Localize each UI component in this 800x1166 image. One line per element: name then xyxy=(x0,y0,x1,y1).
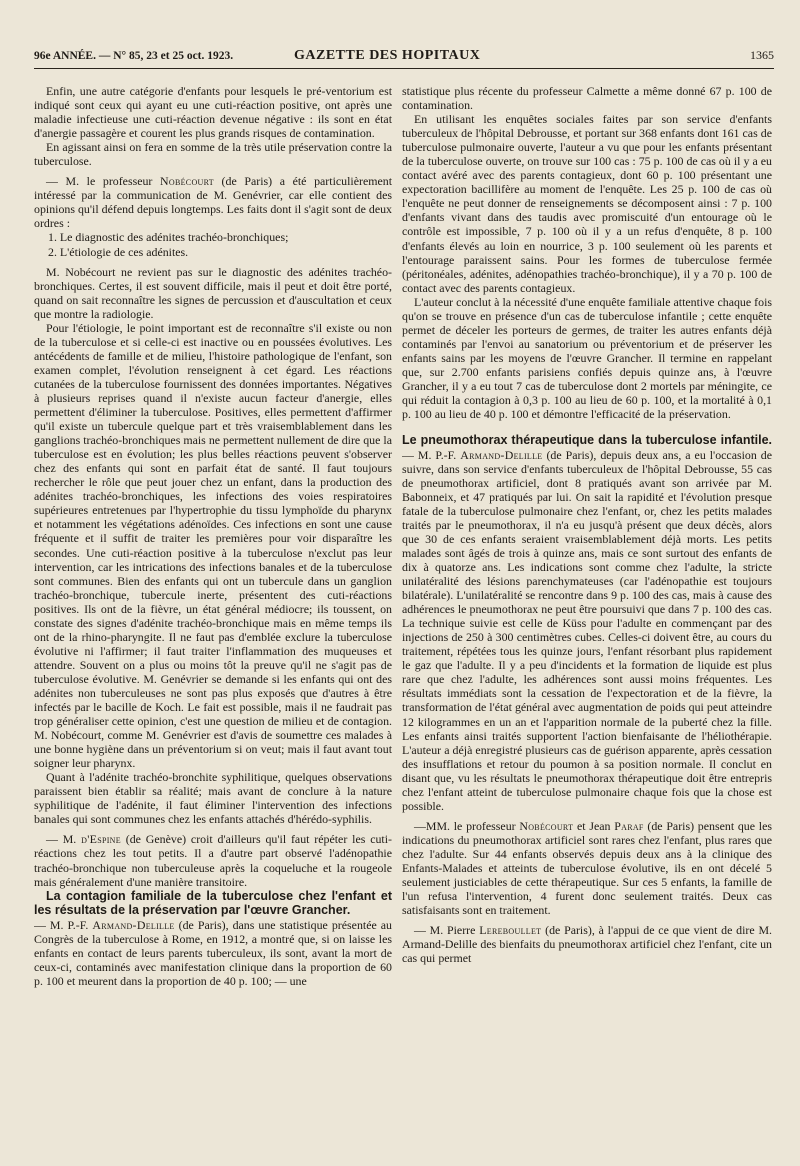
paragraph: M. Nobécourt ne revient pas sur le diagnostic des adénites trachéo-bronchiques. Certes, il est souvent difficile, mais il peut et doit être porté, quand on sait reconnaître les signes de percussion et d'auscultation et ceux que montre la radiologie. xyxy=(34,264,392,321)
paragraph: — M. le professeur Nobécourt (de Paris) a été particulièrement intéressé par la communication de M. Genévrier, car elle contient des opinions qu'il défend depuis longtemps. Les faits dont il s'agit sont de deux ordres : xyxy=(34,174,392,231)
paragraph: L'auteur conclut à la nécessité d'une enquête familiale attentive chaque fois qu'on se trouve en présence d'un cas de tuberculose infantile ; cette enquête permet de déceler les porteurs de germes, de traiter les autres enfants déjà contaminés par l'envoi au sanatorium ou préventorium et de préserver les enfants sains par les moyens de l'œuvre Grancher. Il termine en rappelant que, sur 2.700 enfants parisiens confiés depuis quinze ans, à l'œuvre Grancher, il y a eu tout 7 cas de tuberculose dont 2 mortels par méningite, ce qui réduit la contagion à 0,3 p. 100 au lieu de 60 p. 100, et la mortalité à 0,1 p. 100 au lieu de 40 p. 100 et démontre l'efficacité de la préservation. xyxy=(402,294,772,422)
paragraph: — M. P.-F. Armand-Delille (de Paris), dans une statistique présentée au Congrès de la tuberculose à Rome, en 1912, a montré que, si on laisse les enfants en contact de leurs parents tuberculeux, ils sont, avant la mort de ceux-ci, contaminés avec manifestation clinique dans la proportion de 60 p. 100 et meurent dans la proportion de 40 p. 100; — une xyxy=(34,917,392,988)
author-name: d'Espine xyxy=(81,832,121,847)
paragraph: Enfin, une autre catégorie d'enfants pour lesquels le pré-ventorium est indiqué sont ceux qui ayant eu une cuti-réaction positive, ont après une maladie infectieuse une cuti-réaction devenue négative : ils sont en état d'anergie passagère et courent les plus grands risques de contamination. xyxy=(34,84,392,141)
list-item: 2. L'étiologie de ces adénites. xyxy=(48,244,189,259)
page-number: 1365 xyxy=(750,48,774,62)
page-header xyxy=(34,44,774,69)
paragraph: Le pneumothorax thérapeutique dans la tuberculose infantile. — M. P.-F. Armand-Delille (de Paris), depuis deux ans, a eu l'occasion de suivre, dans son service d'enfants tuberculeux de l'hôpital Debrousse, 55 cas de pneumothorax artificiel, dont 8 pratiqués avant son arrivée par M. Babonneix, et 47 pratiqués par lui. On sait la rapidité et l'évolution presque fatale de la tuberculose pulmonaire chez l'enfant, or, chez les petits malades traités par le pneumothorax, il n'a eu jusqu'à présent que deux décès, alors que 30 de ces enfants seraient vraisemblablement déjà morts. Les petits malades sont âgés de trois à quinze ans, mais ce sont surtout des enfants de dix à quatorze ans. Les indications sont comme chez l'adulte, la stricte unilatéralité des lésions parenchymateuses (car l'adénopathie est toujours bilatérale). L'unilatéralité se rencontre dans 9 p. 100 des cas, mais à cause des adhérences le pneumothorax ne peut être poursuivi que dans 7 p. 100 des cas. La technique suivie est celle de Küss pour l'adulte en commençant par des injections de 250 à 300 centimètres cubes. Celles-ci doivent être, au cours du traitement, répétées tous les quinze jours, l'enfant résorbant plus rapidement le gaz que l'adulte. Il y a peu d'incidents et la formation de liquide est plus rare que chez l'adulte, les adhérences sont aussi moins fréquentes. Les résultats immédiats sont la cessation de l'expectoration et de la fièvre, la transformation de l'état général avec augmentation de poids qui peut atteindre 12 kilogrammes en un an et l'apparition normale de la puberté chez la fille. Les enfants ainsi traités supportent l'action bienfaisante de l'héliothérapie. L'auteur a déjà enregistré plusieurs cas de guérison apparente, après cessation des insufflations et retour du poumon à sa position normale. Il conclut en disant que, vu les résultats le pneumothorax thérapeutique doit être entrepris chez l'enfant atteint de tuberculose pulmonaire chaque fois que la chose est possible. xyxy=(402,433,772,813)
section-title: Le pneumothorax thérapeutique dans la tuberculose infantile. xyxy=(402,433,772,448)
paragraph: En agissant ainsi on fera en somme de la très utile préservation contre la tuberculose. xyxy=(34,140,392,169)
author-name: Lereboullet xyxy=(479,923,542,938)
section-title: La contagion familiale de la tuberculose chez l'enfant et les résultats de la préservation par l'œuvre Grancher. xyxy=(34,888,392,918)
author-name: Nobécourt xyxy=(519,818,574,833)
journal-title: GAZETTE DES HOPITAUX xyxy=(294,48,481,63)
numbered-list xyxy=(34,230,392,258)
issue-info: 96e ANNÉE. — N° 85, 23 et 25 oct. 1923. xyxy=(34,50,234,62)
list-item: 1. Le diagnostic des adénites trachéo-bronchiques; xyxy=(48,230,289,245)
author-name: Armand-Delille xyxy=(92,917,175,932)
paragraph: Quant à l'adénite trachéo-bronchite syphilitique, quelques observations paraissent bien établir sa réalité; mais avant de conclure à la nature syphilitique de l'adénite, il faut éliminer l'intervention des infections banales qui sont communes chez les enfants attachés d'hérédo-syphilis. xyxy=(34,770,392,827)
right-column xyxy=(402,84,772,1154)
paragraph: — M. Pierre Lereboullet (de Paris), à l'appui de ce que vient de dire M. Armand-Delille des bienfaits du pneumothorax artificiel chez l'enfant, cite un cas qui permet xyxy=(402,923,772,966)
author-name: Paraf xyxy=(614,818,644,833)
author-name: Nobécourt xyxy=(160,174,214,189)
paragraph: En utilisant les enquêtes sociales faites par son service d'enfants tuberculeux de l'hôpital Debrousse, et portant sur 368 enfants dont 161 cas de tuberculose pulmonaire ouverte, l'auteur a vu que pour les enfants présentant de la tuberculose ouverte, on trouve sur 100 cas : 75 p. 100 de cas où il y a eu contact avéré avec des parents contagieux, dont 60 p. 100 présentant une expectoration bacillifère au moment de l'enquête. Les 25 p. 100 de cas où l'enquête ne peut donner de renseignements se décomposent ainsi : 7 p. 100 d'enfants vivant dans des taudis avec promiscuité d'un entourage où le contrôle est impossible, 7 p. 100 où il y a un refus d'enquête, 8 p. 100 d'enfants élevés au loin en nourrice, 3 p. 100 seulement où les parents et l'entourage paraissent sains. Pour les formes de tuberculose fermée (péritonéales, adénites, adénopathies trachéo-bronchique), il y a 70 p. 100 de contact avec des parents contagieux. xyxy=(402,112,772,295)
left-column xyxy=(34,84,392,1154)
paragraph: — M. d'Espine (de Genève) croit d'ailleurs qu'il faut répéter les cuti-réactions chez les tout petits. Il a d'autre part observé l'adénopathie trachéo-bronchique non tuberculeuse après la coqueluche et la rougeole mais généralement d'une manière transitoire. xyxy=(34,832,392,889)
author-name: Armand-Delille xyxy=(460,447,543,462)
paragraph: —MM. le professeur Nobécourt et Jean Paraf (de Paris) pensent que les indications du pneumothorax artificiel sont rares chez l'enfant, plus rares que chez l'adulte. Sur 44 enfants observés depuis deux ans à la clinique des Enfants-Malades et atteints de tuberculose évolutive, ils en ont décelé 5 seulement justiciables de cette thérapeutique. Sur ces 5 enfants, la famille de l'un refusa l'intervention, 4 furent donc seulement traités. Deux cas satisfaisants sont en traitement. xyxy=(402,818,772,918)
paragraph: Pour l'étiologie, le point important est de reconnaître s'il existe ou non de la tuberculose et si celle-ci est inactive ou en poussées évolutives. Les antécédents de famille et de milieu, l'histoire pathologique de l'enfant, son examen complet, l'évolution renseignent à cet égard. Les réactions cutanées de la tuberculose fournissent des données importantes. Négatives à plusieurs reprises quand il n'existe aucun facteur d'anergie, elles permettent d'éliminer la tuberculose. Positives, elles permettent d'affirmer qu'il existe un tubercule quelque part et très vraisemblablement dans les ganglions trachéo-bronchiques mais ne permettent nullement de dire que la tuberculose est en évolution; les plus belles réactions peuvent s'observer chez des enfants qui sont en parfait état de santé. Il faut toujours rechercher le rôle que peut jouer chez un enfant, dans la production des adénites trachéo-bronchiques, les infections des voies respiratoires supérieures entretenues par l'hypertrophie du tissu lymphoïde du pharynx et notamment les végétations adénoïdes. Ces infections en sont une cause fréquente et il suffit de traiter les premières pour voir disparaître les secondes. Une cuti-réaction positive à la tuberculose n'exclut pas leur intervention, car les intrications des infections banales et de la tuberculose sont communes. Bien des enfants qui ont un tubercule dans un ganglion trachéo-bronchique, tubercule inerte, présentent des cuti-réactions positives. Ils ont de la fièvre, un état général médiocre; ils toussent, on constate des signes d'adénite trachéo-bronchique mais en même temps ils ont de la rhino-pharyngite. Il ne faut pas d'emblée exclure la tuberculose évolutive ni l'affirmer; il faut traiter l'inflammation des muqueuses et attendre. Souvent on a plus ou moins tôt la preuve qu'il ne s'agit pas de tuberculose évolutive. M. Genévrier se demande si les enfants qui ont des adénites non tuberculeuses ne sont pas plus exposés que d'autres à être infectés par le bacille de Koch. Le fait est possible, mais il ne faudrait pas trop généraliser cette opinion, c'est une question de milieu et de contagion. M. Nobécourt, comme M. Genévrier est d'avis de soumettre ces malades à une bonne hygiène dans un préventorium si on veut; mais il faut avant tout soigner leur pharynx. xyxy=(34,320,392,771)
paragraph: statistique plus récente du professeur Calmette a même donné 67 p. 100 de contamination. xyxy=(402,84,772,113)
